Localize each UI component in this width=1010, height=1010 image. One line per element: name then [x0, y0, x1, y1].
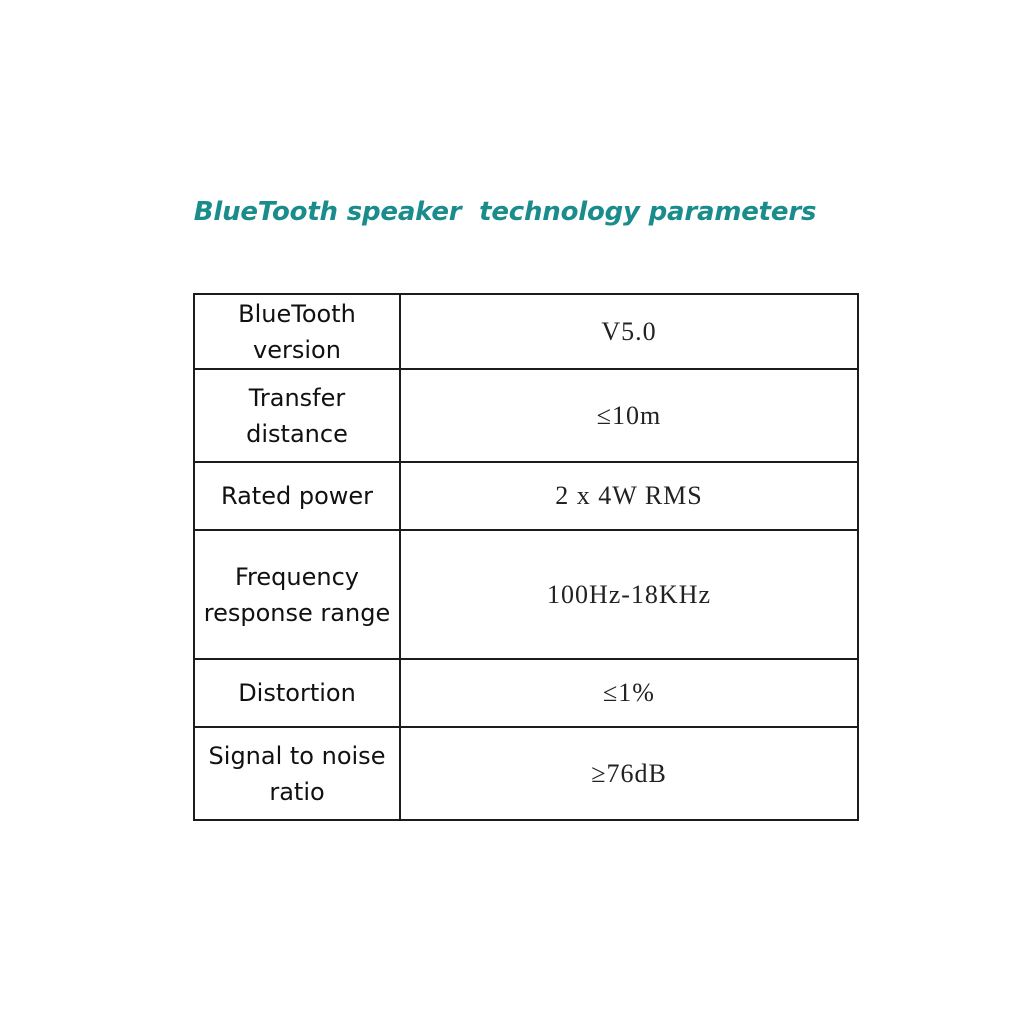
- param-label: BlueTooth version: [194, 294, 400, 369]
- table-row: [194, 294, 858, 369]
- param-label: Distortion: [194, 659, 400, 727]
- param-label: Frequency response range: [194, 530, 400, 659]
- table-row: [194, 369, 858, 462]
- table-row: [194, 659, 858, 727]
- page-title: BlueTooth speaker technology parameters: [193, 197, 817, 227]
- spec-table: [193, 293, 859, 821]
- param-label: Transfer distance: [194, 369, 400, 462]
- table-row: [194, 530, 858, 659]
- param-label: Rated power: [194, 462, 400, 530]
- table-row: [194, 727, 858, 820]
- param-value: V5.0: [400, 294, 858, 369]
- param-value: ≤10m: [400, 369, 858, 462]
- param-value: ≥76dB: [400, 727, 858, 820]
- param-value: 100Hz-18KHz: [400, 530, 858, 659]
- param-value: 2 x 4W RMS: [400, 462, 858, 530]
- table-row: [194, 462, 858, 530]
- param-value: ≤1%: [400, 659, 858, 727]
- param-label: Signal to noise ratio: [194, 727, 400, 820]
